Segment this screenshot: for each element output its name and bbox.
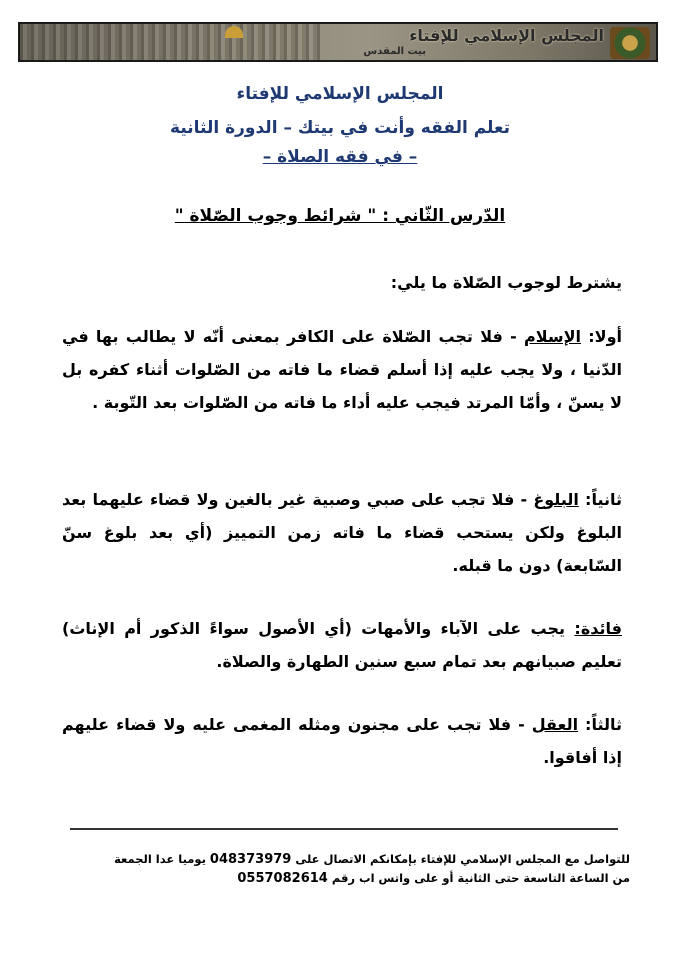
paragraph-sanity bbox=[62, 708, 622, 774]
footer-text: يوميا عدا الجمعة bbox=[114, 852, 210, 866]
intro-text: يشترط لوجوب الصّلاة ما يلي: bbox=[390, 273, 622, 292]
footer-text: للتواصل مع المجلس الإسلامي للإفتاء بإمكانكم الاتصال على bbox=[291, 852, 630, 866]
header-banner bbox=[18, 22, 658, 62]
paragraph-term: العقل bbox=[531, 715, 579, 734]
paragraph-text: - فلا تجب على صبي وصبية غير بالغين ولا قضاء عليهما بعد البلوغ ولكن يستحب قضاء ما فاته زمن التمييز (أي بعد بلوغ سنّ السّابعة) دون ما قبله. bbox=[62, 490, 622, 575]
dome-of-the-rock-icon bbox=[225, 26, 243, 38]
paragraph-text: - فلا تجب الصّلاة على الكافر بمعنى أنّه لا يطالب بها في الدّنيا ، ولا يجب عليه إذا أسلم قضاء ما فاته من الصّلوات أثناء كفره بل لا يسنّ ، وأمّا المرتد فيجب عليه أداء ما فاته من الصّلوات بعد التّوبة . bbox=[62, 327, 622, 412]
lesson-title: الدّرس الثّاني : " شرائط وجوب الصّلاة " bbox=[174, 206, 506, 226]
topic-title: – في فقه الصلاة – bbox=[262, 147, 418, 167]
paragraph-text: - فلا تجب على مجنون ومثله المغمى عليه ولا قضاء عليهم إذا أفاقوا. bbox=[62, 715, 622, 767]
footer-divider bbox=[70, 828, 618, 830]
paragraph-term: البلوغ bbox=[533, 490, 579, 509]
paragraph-term: فائدة: bbox=[574, 619, 622, 638]
paragraph-prefix: ثانياً: bbox=[578, 490, 623, 509]
paragraph-term: الإسلام bbox=[523, 327, 581, 346]
banner-title: المجلس الإسلامي للإفتاء bbox=[409, 26, 604, 45]
document-header bbox=[0, 80, 680, 172]
banner-subtitle: بيت المقدس bbox=[363, 46, 426, 57]
paragraph-text: يجب على الآباء والأمهات (أي الأصول سواءً الذكور أم الإناث) تعليم صبيانهم بعد تمام سبع سنين الطهارة والصلاة. bbox=[62, 619, 622, 671]
whatsapp-number: 0557082614 bbox=[237, 871, 328, 886]
paragraph-puberty bbox=[62, 483, 622, 582]
paragraph-islam bbox=[62, 320, 622, 419]
council-logo bbox=[610, 27, 650, 59]
org-name: المجلس الإسلامي للإفتاء bbox=[236, 84, 444, 104]
paragraph-benefit bbox=[62, 612, 622, 678]
course-title: تعلم الفقه وأنت في بيتك – الدورة الثانية bbox=[170, 118, 510, 138]
paragraph-prefix: ثالثاً: bbox=[578, 715, 623, 734]
paragraph-prefix: أولا: bbox=[581, 327, 623, 346]
phone-number: 048373979 bbox=[209, 852, 292, 867]
contact-footer bbox=[60, 850, 630, 888]
footer-line-2 bbox=[60, 869, 630, 888]
footer-text: من الساعة التاسعة حتى الثانية أو على واتس اب رقم bbox=[327, 871, 630, 885]
footer-line-1 bbox=[60, 850, 630, 869]
